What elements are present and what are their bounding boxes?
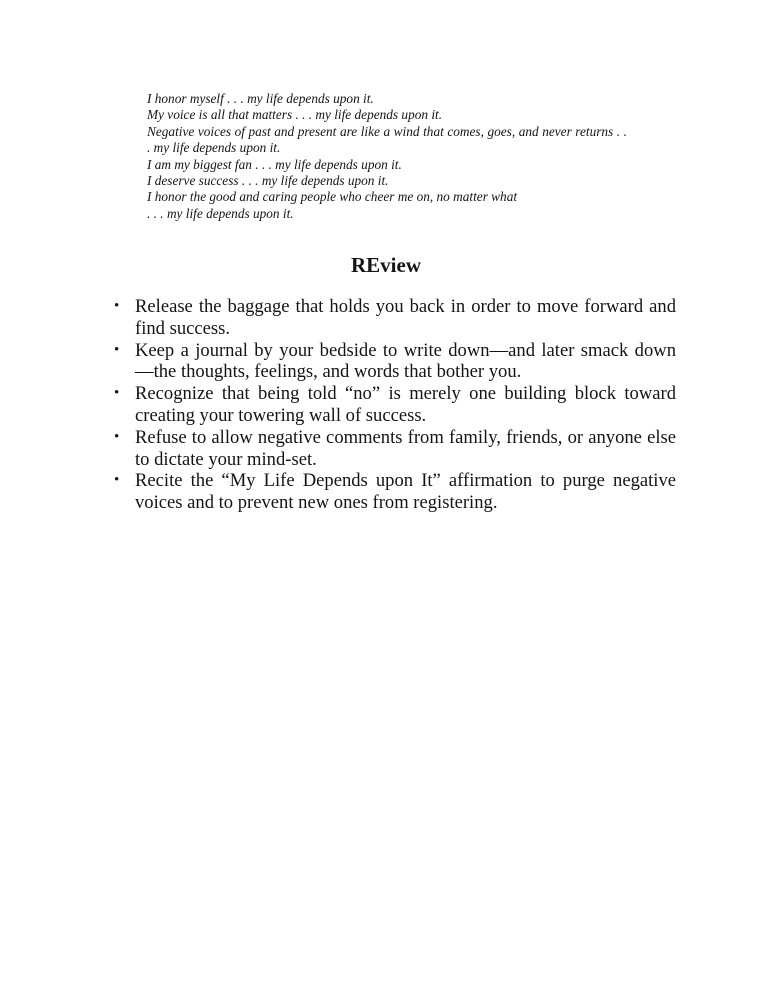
list-item-text: Release the baggage that holds you back in order to move forward and find success. bbox=[135, 296, 676, 339]
affirmation-line: I am my biggest fan . . . my life depends upon it. bbox=[147, 156, 402, 172]
bullet-icon: • bbox=[114, 385, 120, 402]
list-item-text: Refuse to allow negative comments from family, friends, or anyone else to dictate your mind-set. bbox=[135, 426, 676, 470]
affirmation-line: I deserve success . . . my life depends upon it. bbox=[147, 173, 389, 189]
affirmation-line: I honor the good and caring people who cheer me on, no matter what bbox=[147, 189, 518, 205]
affirmation-line: . . . my life depends upon it. bbox=[147, 205, 294, 221]
affirmation-line: My voice is all that matters . . . my life depends upon it. bbox=[147, 107, 443, 123]
review-list bbox=[114, 296, 676, 514]
list-item-text: Recite the “My Life Depends upon It” affirmation to purge negative voices and to prevent new ones from registering. bbox=[135, 470, 676, 514]
bullet-icon: • bbox=[114, 472, 120, 489]
bullet-icon: • bbox=[114, 298, 120, 314]
list-item bbox=[114, 470, 676, 514]
section-heading: REview bbox=[351, 253, 421, 277]
list-item bbox=[114, 340, 676, 384]
affirmation-block bbox=[147, 91, 627, 222]
bullet-icon: • bbox=[114, 428, 120, 445]
list-item bbox=[114, 296, 676, 340]
affirmation-line: I honor myself . . . my life depends upon it. bbox=[147, 91, 374, 106]
list-item bbox=[114, 383, 676, 427]
list-item-text: Keep a journal by your bedside to write down—and later smack down —the thoughts, feelings, and words that bother you. bbox=[135, 339, 676, 383]
affirmation-line: Negative voices of past and present are like a wind that comes, goes, and never returns . . . my life depends upon it. bbox=[147, 123, 627, 156]
list-item bbox=[114, 427, 676, 471]
list-item-text: Recognize that being told “no” is merely one building block toward creating your towering wall of success. bbox=[135, 383, 676, 426]
bullet-icon: • bbox=[114, 341, 120, 358]
